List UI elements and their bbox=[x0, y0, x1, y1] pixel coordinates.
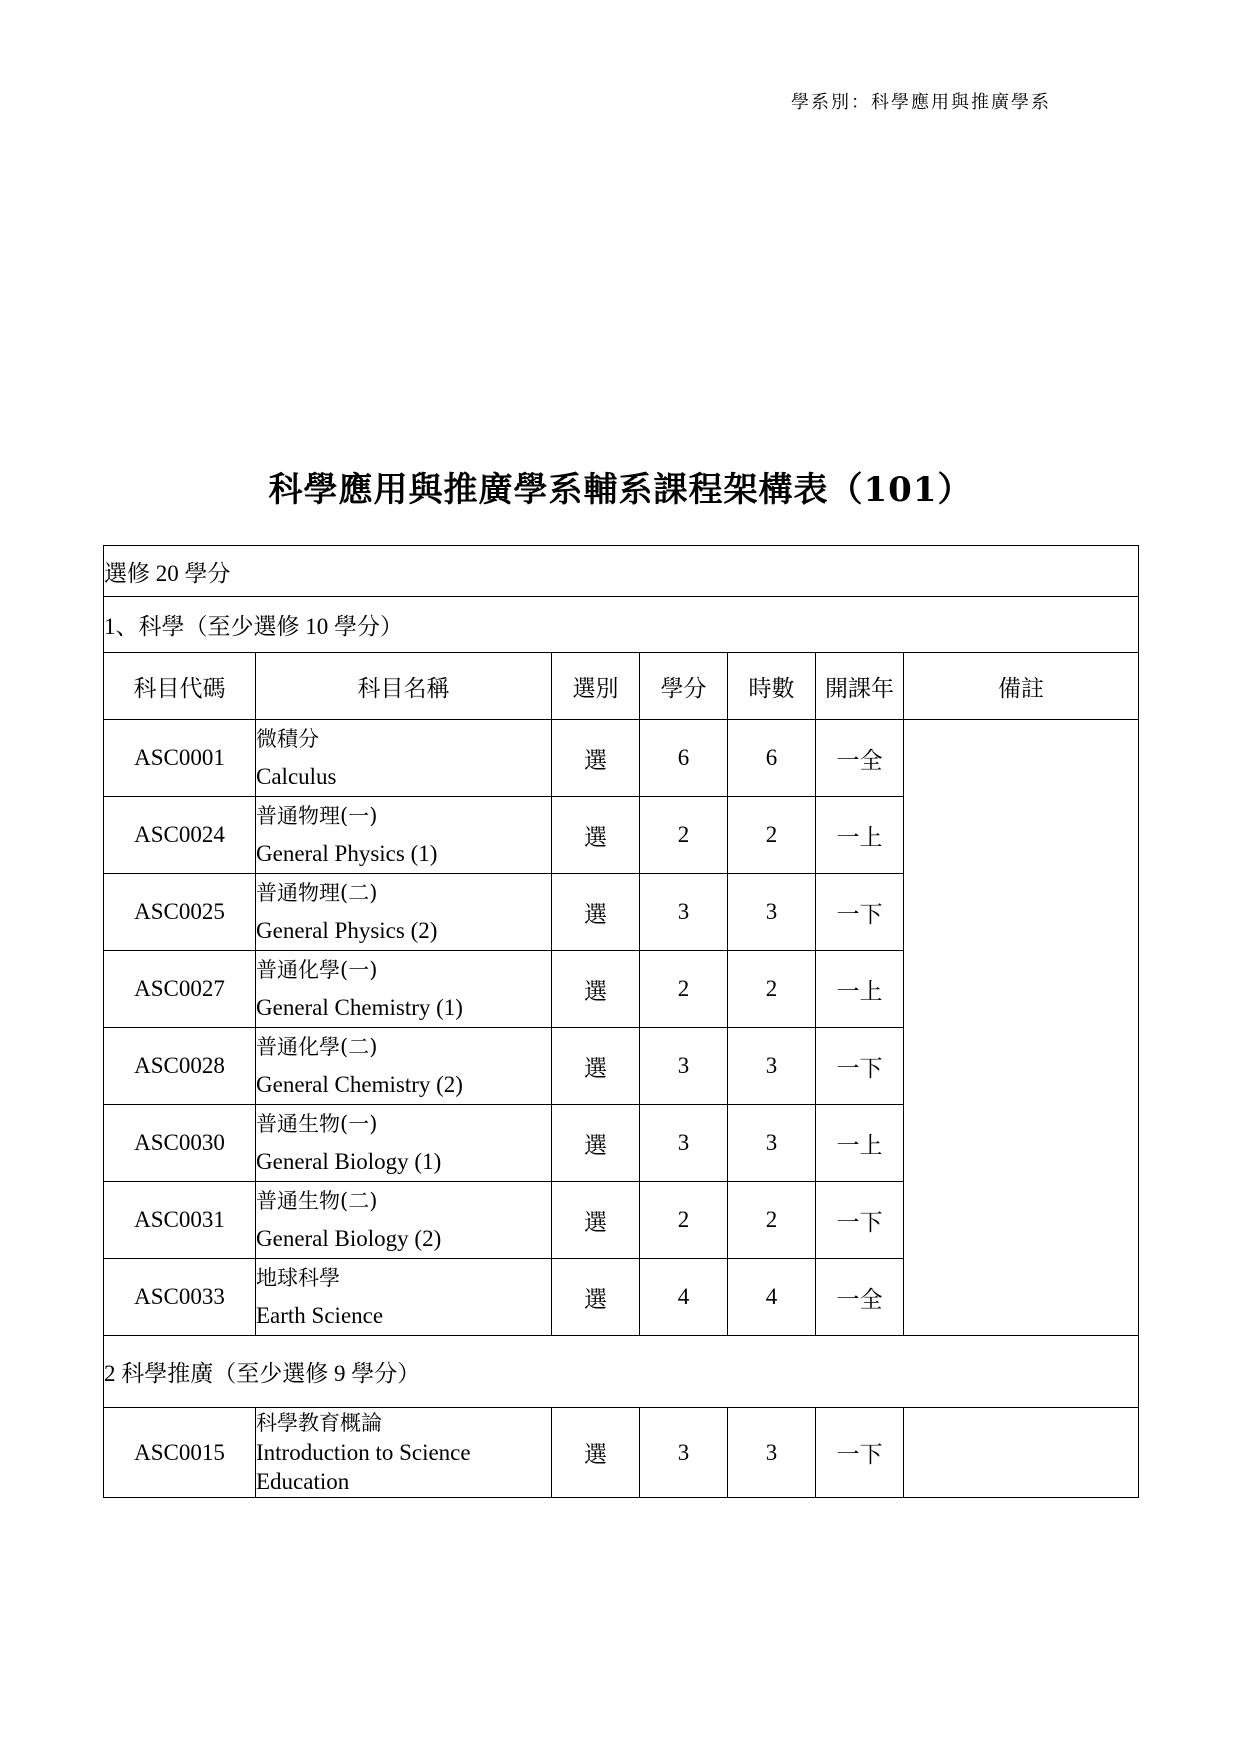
course-type: 選 bbox=[552, 797, 640, 874]
course-hours: 3 bbox=[728, 1028, 816, 1105]
course-name-en: General Physics (1) bbox=[256, 841, 438, 866]
course-name-zh: 微積分 bbox=[256, 727, 319, 751]
course-credits: 3 bbox=[640, 1028, 728, 1105]
course-hours: 4 bbox=[728, 1259, 816, 1336]
course-name bbox=[256, 1105, 552, 1182]
table-row bbox=[104, 720, 1139, 797]
requirement-text: 選修 20 學分 bbox=[104, 546, 1139, 597]
course-name bbox=[256, 1182, 552, 1259]
course-name bbox=[256, 1259, 552, 1336]
section-label: 1、科學（至少選修 10 學分） bbox=[104, 597, 1139, 653]
course-code: ASC0030 bbox=[104, 1105, 256, 1182]
column-header: 科目代碼 bbox=[104, 653, 256, 720]
course-code: ASC0033 bbox=[104, 1259, 256, 1336]
course-year: 一上 bbox=[816, 951, 904, 1028]
requirement-row bbox=[104, 546, 1139, 597]
course-name-en: General Biology (2) bbox=[256, 1226, 442, 1251]
course-year: 一上 bbox=[816, 1105, 904, 1182]
course-code: ASC0025 bbox=[104, 874, 256, 951]
course-remark bbox=[904, 720, 1139, 1336]
course-name-en: Calculus bbox=[256, 764, 337, 789]
course-year: 一下 bbox=[816, 1028, 904, 1105]
course-year: 一下 bbox=[816, 874, 904, 951]
course-year: 一下 bbox=[816, 1408, 904, 1498]
course-code: ASC0031 bbox=[104, 1182, 256, 1259]
course-name bbox=[256, 1408, 552, 1498]
course-hours: 2 bbox=[728, 1182, 816, 1259]
course-credits: 3 bbox=[640, 874, 728, 951]
department-label: 學系別：科學應用與推廣學系 bbox=[791, 92, 1051, 113]
course-name-en: Introduction to Science Education bbox=[256, 1440, 471, 1494]
column-header-row bbox=[104, 653, 1139, 720]
course-name-en: General Biology (1) bbox=[256, 1149, 442, 1174]
course-name-zh: 普通生物(一) bbox=[256, 1112, 378, 1136]
course-name-zh: 普通物理(二) bbox=[256, 881, 378, 905]
course-type: 選 bbox=[552, 1028, 640, 1105]
column-header: 學分 bbox=[640, 653, 728, 720]
section-label: 2 科學推廣（至少選修 9 學分） bbox=[104, 1336, 1139, 1408]
course-type: 選 bbox=[552, 951, 640, 1028]
column-header: 時數 bbox=[728, 653, 816, 720]
course-name-en: General Physics (2) bbox=[256, 918, 438, 943]
course-name-en: Earth Science bbox=[256, 1303, 384, 1328]
course-name bbox=[256, 720, 552, 797]
course-credits: 2 bbox=[640, 1182, 728, 1259]
course-hours: 3 bbox=[728, 874, 816, 951]
column-header: 科目名稱 bbox=[256, 653, 552, 720]
course-table bbox=[103, 545, 1139, 1498]
course-year: 一上 bbox=[816, 797, 904, 874]
course-name bbox=[256, 1028, 552, 1105]
course-type: 選 bbox=[552, 720, 640, 797]
course-name-zh: 普通化學(一) bbox=[256, 958, 378, 982]
course-type: 選 bbox=[552, 1408, 640, 1498]
course-credits: 4 bbox=[640, 1259, 728, 1336]
page-title: 科學應用與推廣學系輔系課程架構表（101） bbox=[268, 470, 973, 510]
course-credits: 2 bbox=[640, 797, 728, 874]
course-name-zh: 普通物理(一) bbox=[256, 804, 378, 828]
course-credits: 3 bbox=[640, 1408, 728, 1498]
course-hours: 2 bbox=[728, 797, 816, 874]
course-name bbox=[256, 951, 552, 1028]
course-hours: 6 bbox=[728, 720, 816, 797]
course-hours: 3 bbox=[728, 1408, 816, 1498]
course-credits: 6 bbox=[640, 720, 728, 797]
course-hours: 3 bbox=[728, 1105, 816, 1182]
course-name-zh: 科學教育概論 bbox=[256, 1411, 382, 1435]
section-row bbox=[104, 1336, 1139, 1408]
course-remark bbox=[904, 1408, 1139, 1498]
column-header: 開課年 bbox=[816, 653, 904, 720]
course-credits: 2 bbox=[640, 951, 728, 1028]
course-name-zh: 普通化學(二) bbox=[256, 1035, 378, 1059]
course-type: 選 bbox=[552, 1105, 640, 1182]
course-code: ASC0001 bbox=[104, 720, 256, 797]
course-year: 一全 bbox=[816, 720, 904, 797]
course-name-zh: 普通生物(二) bbox=[256, 1189, 378, 1213]
course-name bbox=[256, 874, 552, 951]
course-code: ASC0015 bbox=[104, 1408, 256, 1498]
column-header: 選別 bbox=[552, 653, 640, 720]
course-name-en: General Chemistry (1) bbox=[256, 995, 463, 1020]
section-row bbox=[104, 597, 1139, 653]
table-row bbox=[104, 1408, 1139, 1498]
course-type: 選 bbox=[552, 1182, 640, 1259]
course-code: ASC0027 bbox=[104, 951, 256, 1028]
course-year: 一下 bbox=[816, 1182, 904, 1259]
course-credits: 3 bbox=[640, 1105, 728, 1182]
course-name-en: General Chemistry (2) bbox=[256, 1072, 463, 1097]
course-type: 選 bbox=[552, 1259, 640, 1336]
course-type: 選 bbox=[552, 874, 640, 951]
column-header: 備註 bbox=[904, 653, 1139, 720]
course-code: ASC0028 bbox=[104, 1028, 256, 1105]
course-name bbox=[256, 797, 552, 874]
course-year: 一全 bbox=[816, 1259, 904, 1336]
course-code: ASC0024 bbox=[104, 797, 256, 874]
course-hours: 2 bbox=[728, 951, 816, 1028]
course-name-zh: 地球科學 bbox=[256, 1266, 340, 1290]
